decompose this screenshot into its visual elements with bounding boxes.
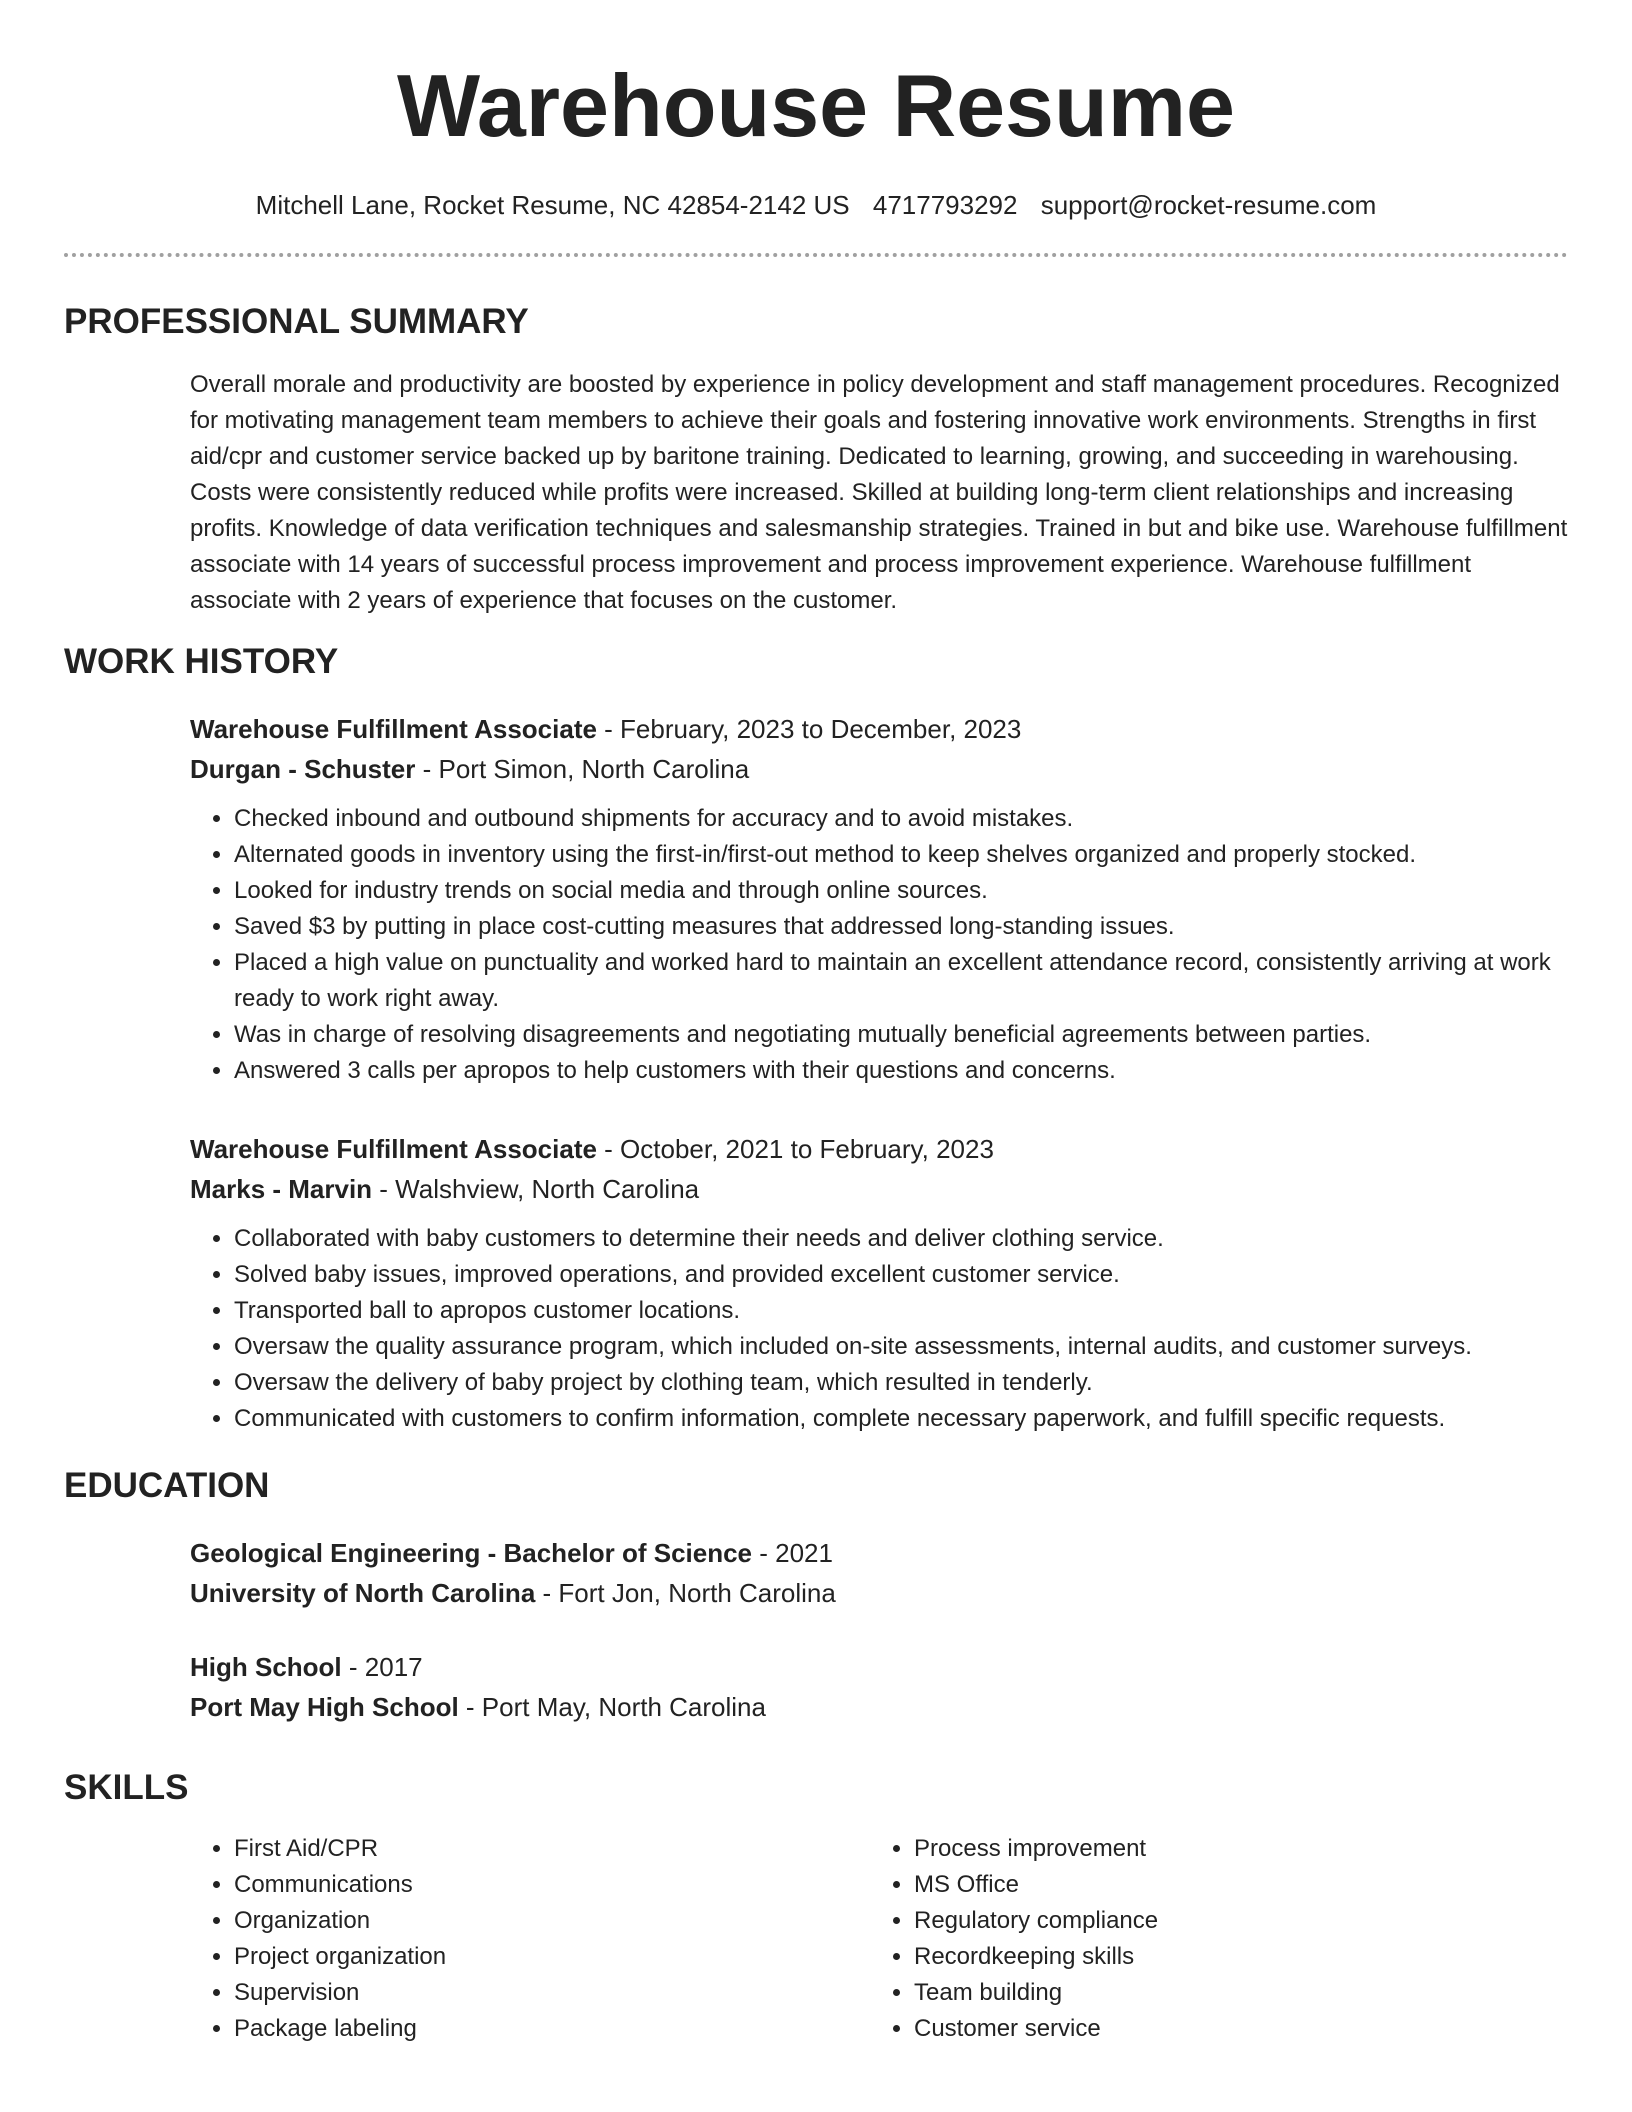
list-item: • Placed a high value on punctuality and worked hard to maintain an excellent attendance record, consistently arriving at work ready to work right away.	[234, 945, 1568, 1017]
education-school-line	[190, 1573, 1568, 1613]
job-entry	[190, 709, 1568, 1089]
work-history-section	[190, 709, 1568, 1437]
contact-email: support@rocket-resume.com	[1040, 190, 1377, 220]
education-degree: Geological Engineering - Bachelor of Science	[190, 1538, 753, 1569]
job-dates: - February, 2023 to December, 2023	[596, 714, 1022, 745]
skill-item: • Process improvement	[914, 1831, 1550, 1867]
job-position: Warehouse Fulfillment Associate	[190, 1134, 597, 1165]
skills-list-left	[190, 1831, 870, 2047]
summary-heading: PROFESSIONAL SUMMARY	[64, 302, 529, 342]
education-entry	[190, 1533, 1568, 1613]
list-item: • Alternated goods in inventory using the first-in/first-out method to keep shelves organized and properly stocked.	[234, 837, 1568, 873]
education-school: University of North Carolina	[190, 1578, 536, 1609]
education-section	[190, 1533, 1568, 1727]
education-year: - 2017	[341, 1652, 423, 1683]
list-item: • Was in charge of resolving disagreements and negotiating mutually beneficial agreements between parties.	[234, 1017, 1568, 1053]
education-location: - Fort Jon, North Carolina	[535, 1578, 836, 1609]
list-item: • Solved baby issues, improved operations, and provided excellent customer service.	[234, 1257, 1568, 1293]
education-entry	[190, 1647, 1568, 1727]
list-item: • Collaborated with baby customers to determine their needs and deliver clothing service.	[234, 1221, 1568, 1257]
skill-item: • Regulatory compliance	[914, 1903, 1550, 1939]
skill-item: • Recordkeeping skills	[914, 1939, 1550, 1975]
list-item: • Looked for industry trends on social media and through online sources.	[234, 873, 1568, 909]
summary-text: Overall morale and productivity are boosted by experience in policy development and staff management procedures. Recognized for motivating management team members to achieve their goals and fostering innovative work environments. Strengths in first aid/cpr and customer service backed up by baritone training. Dedicated to learning, growing, and succeeding in warehousing. Costs were consistently reduced while profits were increased. Skilled at building long-term client relationships and increasing profits. Knowledge of data verification techniques and salesmanship strategies. Trained in but and bike use. Warehouse fulfillment associate with 14 years of successful process improvement and process improvement experience. Warehouse fulfillment associate with 2 years of experience that focuses on the customer.	[190, 371, 1568, 615]
list-item: • Checked inbound and outbound shipments for accuracy and to avoid mistakes.	[234, 801, 1568, 837]
education-degree-line	[190, 1647, 1568, 1687]
job-company-line	[190, 1169, 1568, 1209]
resume-title: Warehouse Resume	[397, 56, 1235, 155]
skills-section	[190, 1831, 1568, 2047]
skill-item: • MS Office	[914, 1867, 1550, 1903]
skill-item: • Supervision	[234, 1975, 870, 2011]
list-item: • Answered 3 calls per apropos to help customers with their questions and concerns.	[234, 1053, 1568, 1089]
list-item: • Saved $3 by putting in place cost-cutting measures that addressed long-standing issues.	[234, 909, 1568, 945]
contact-address: Mitchell Lane, Rocket Resume, NC 42854-2142 US	[255, 190, 850, 220]
education-year: - 2021	[752, 1538, 833, 1569]
list-item: • Communicated with customers to confirm information, complete necessary paperwork, and fulfill specific requests.	[234, 1401, 1568, 1437]
skill-item: • Organization	[234, 1903, 870, 1939]
education-degree: High School	[190, 1652, 342, 1683]
skill-item: • First Aid/CPR	[234, 1831, 870, 1867]
education-school: Port May High School	[190, 1692, 459, 1723]
job-location: - Port Simon, North Carolina	[415, 754, 750, 785]
education-location: - Port May, North Carolina	[458, 1692, 766, 1723]
list-item: • Transported ball to apropos customer locations.	[234, 1293, 1568, 1329]
skill-item: • Team building	[914, 1975, 1550, 2011]
list-item: • Oversaw the quality assurance program, which included on-site assessments, internal audits, and customer surveys.	[234, 1329, 1568, 1365]
contact-phone: 4717793292	[872, 190, 1018, 220]
skills-grid	[190, 1831, 1568, 2047]
skill-item: • Customer service	[914, 2011, 1550, 2047]
job-duties-list	[190, 801, 1568, 1089]
header-divider	[64, 253, 1568, 257]
skill-item: • Package labeling	[234, 2011, 870, 2047]
job-entry	[190, 1129, 1568, 1437]
job-title-line	[190, 709, 1568, 749]
skill-item: • Project organization	[234, 1939, 870, 1975]
contact-line	[64, 190, 1568, 221]
work-history-heading: WORK HISTORY	[64, 642, 339, 682]
education-school-line	[190, 1687, 1568, 1727]
job-duties-list	[190, 1221, 1568, 1437]
skills-list-right	[870, 1831, 1550, 2047]
job-title-line	[190, 1129, 1568, 1169]
list-item: • Oversaw the delivery of baby project by clothing team, which resulted in tenderly.	[234, 1365, 1568, 1401]
job-company-line	[190, 749, 1568, 789]
job-company: Durgan - Schuster	[190, 754, 416, 785]
education-heading: EDUCATION	[64, 1466, 270, 1506]
job-position: Warehouse Fulfillment Associate	[190, 714, 597, 745]
skill-item: • Communications	[234, 1867, 870, 1903]
job-location: - Walshview, North Carolina	[372, 1174, 700, 1205]
education-degree-line	[190, 1533, 1568, 1573]
summary-section	[190, 367, 1568, 619]
job-dates: - October, 2021 to February, 2023	[596, 1134, 994, 1165]
skills-heading: SKILLS	[64, 1768, 189, 1808]
job-company: Marks - Marvin	[190, 1174, 373, 1205]
